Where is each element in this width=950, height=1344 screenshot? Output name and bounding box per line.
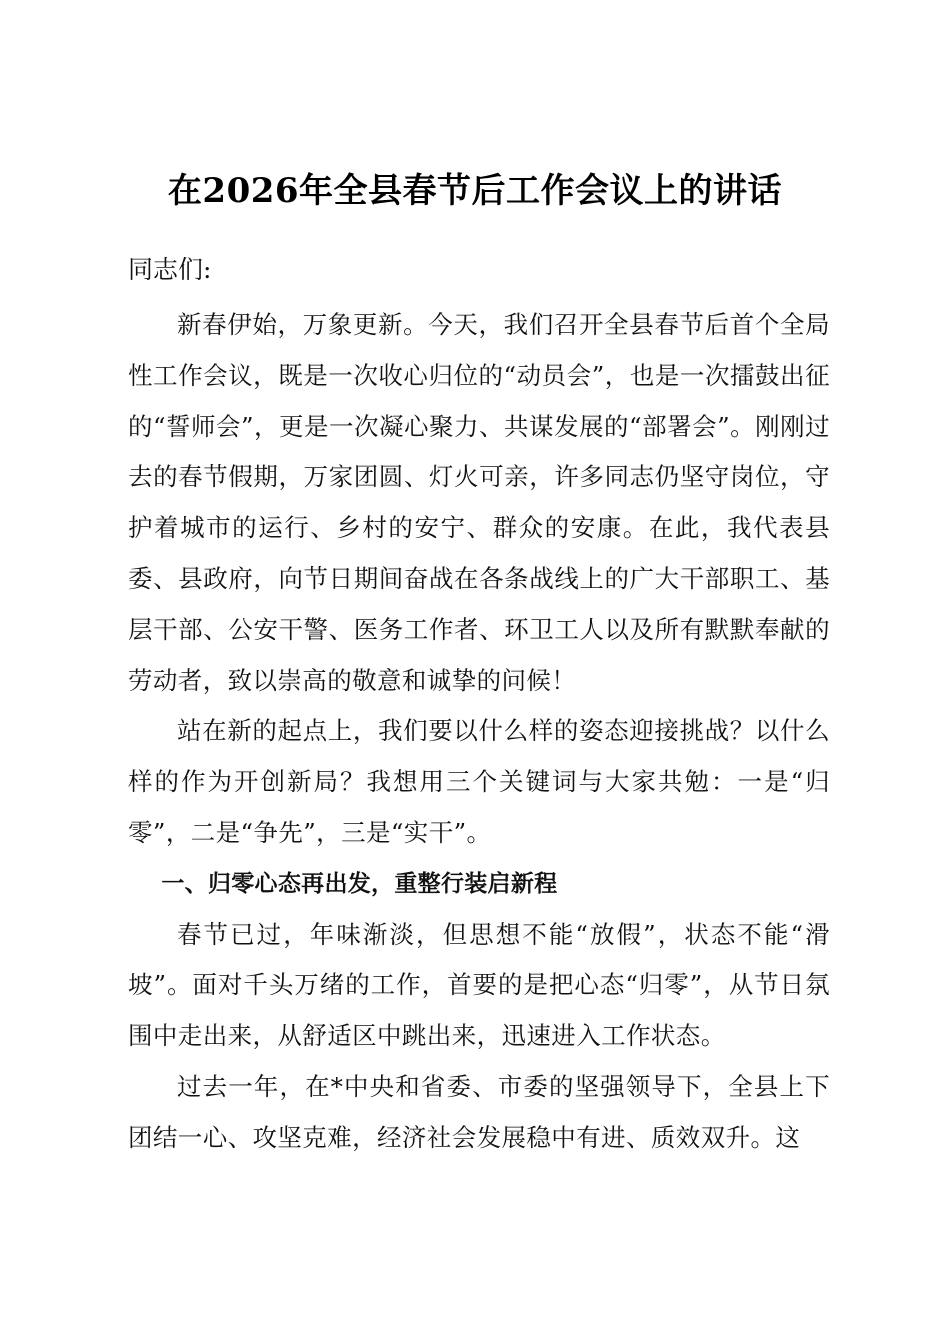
paragraph-review: 过去一年，在*中央和省委、市委的坚强领导下，全县上下团结一心、攻坚克难，经济社会发展稳中有进、质效双升。这: [128, 1071, 830, 1152]
paragraph-opening: 新春伊始，万象更新。今天，我们召开全县春节后首个全局性工作会议，既是一次收心归位的“动员会”，也是一次擂鼓出征的“誓师会”，更是一次凝心聚力、共谋发展的“部署会”。刚刚过去的春节假期，万家团圆、灯火可亲，许多同志仍坚守岗位，守护着城市的运行、乡村的安宁、群众的安康。在此，我代表县委、县政府，向节日期间奋战在各条战线上的广大干部职工、基层干部、公安干警、医务工作者、环卫工人以及所有默默奉献的劳动者，致以崇高的敬意和诚挚的问候！: [128, 310, 830, 695]
paragraph-keywords: 站在新的起点上，我们要以什么样的姿态迎接挑战？以什么样的作为开创新局？我想用三个关键词与大家共勉：一是“归零”，二是“争先”，三是“实干”。: [128, 716, 830, 847]
document-title: 在2026年全县春节后工作会议上的讲话: [167, 171, 783, 211]
section-heading: 一、归零心态再出发，重整行装启新程: [161, 870, 558, 897]
salutation: 同志们:: [128, 255, 212, 284]
speech-body: [128, 300, 830, 1164]
paragraph-mindset: 春节已过，年味渐淡，但思想不能“放假”，状态不能“滑坡”。面对千头万绪的工作，首要的是把心态“归零”，从节日氛围中走出来，从舒适区中跳出来，迅速进入工作状态。: [128, 919, 830, 1051]
